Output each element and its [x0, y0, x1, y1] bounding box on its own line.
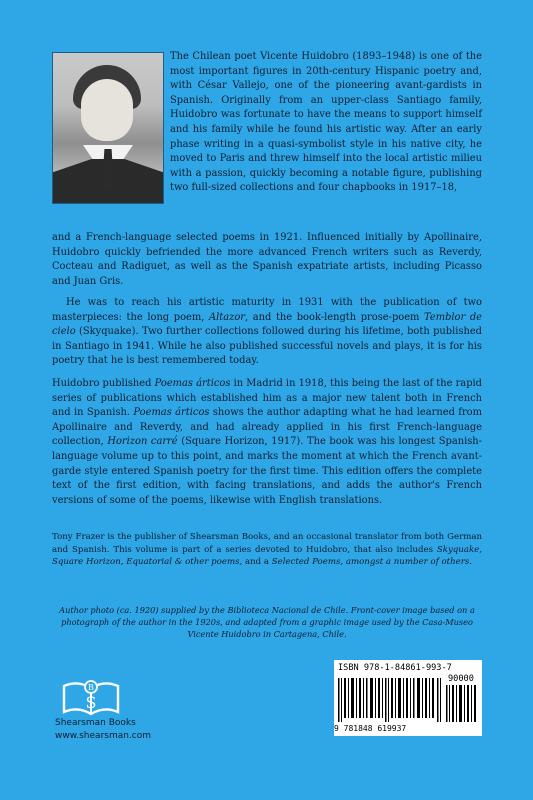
barcode-bars — [338, 678, 442, 722]
isbn-text: ISBN 978-1-84861-993-7 — [338, 663, 452, 673]
book-description: Huidobro published Poemas árticos in Madrid in 1918, this being the last of the rapid series of publications which established him as a major new talent both in French and in Spanish. Poemas árticos shows the author adapting what he had learned from Apollinaire and Reverdy, and had already applied in his first French-language collection, Horizon carré (Square Horizon, 1917). The book was his longest Spanish-language volume up to this point, and marks the moment at which the French avant-garde style entered Spanish poetry for the first time. This edition offers the complete text of the first edition, with facing translations, and adds the author's French versions of some of the poems, likewise with English translations. — [52, 378, 482, 506]
price-barcode — [446, 685, 478, 722]
publisher-name: Shearsman Books — [55, 718, 136, 728]
bio-paragraph-intro: The Chilean poet Vicente Huidobro (1893–1948) is one of the most important figures in 20th-century Hispanic poetry and, with César Vallejo, one of the pioneering avant-gardists in Spanish. Originally from an upper-class Santiago family, Huidobro was fortunate to have the means to support himself and his family while he found his artistic way. After an early phase writing in a quasi-symbolist style in his native city, he moved to Paris and threw himself into the local artistic milieu with a passion, quickly becoming a notable figure, publishing two full-sized collections and four chapbooks in 1917–18, — [170, 51, 482, 194]
barcode-digits: 9 781848 619937 — [334, 724, 407, 733]
bio-paragraph-maturity: He was to reach his artistic maturity in 1931 with the publication of two masterpieces: the long poem, Altazor, and the book-length prose-poem Temblor de cielo (Skyquake). Two further collections followed during his lifetime, both published in Santiago in 1941. While he also published successful novels and plays, it is for his poetry that he is best remembered today. — [52, 297, 482, 367]
publisher-website[interactable]: www.shearsman.com — [55, 731, 152, 741]
svg-text:S: S — [85, 693, 97, 712]
title-temblor: Temblor de cielo — [52, 311, 482, 338]
shearsman-logo-icon — [58, 678, 124, 722]
photo-credits: Author photo (ca. 1920) supplied by the Biblioteca Nacional de Chile. Front-cover image based on a photograph of the author in the 1920s, and adapted from a graphic image used by the Casa-Museo Vicente Huidobro in Cartagena, Chile. — [59, 605, 475, 639]
isbn-barcode — [334, 660, 482, 736]
bio-paragraph-intro-cont: and a French-language selected poems in 1921. Influenced initially by Apollinaire, Huidobro quickly befriended the more advanced French writers such as Reverdy, Cocteau and Radiguet, as well as the Spanish expatriate artists, including Picasso and Juan Gris. — [52, 232, 482, 287]
title-altazor: Altazor — [208, 311, 245, 323]
svg-text:B: B — [88, 683, 94, 692]
price-code: 90000 — [448, 674, 474, 684]
translator-bio: Tony Frazer is the publisher of Shearsman Books, and an occasional translator from both German and Spanish. This volume is part of a series devoted to Huidobro, that also includes Skyquake, Square Horizon, Equatorial & other poems, and a Selected Poems, amongst a number of others. — [52, 532, 482, 568]
author-photo — [52, 52, 164, 204]
